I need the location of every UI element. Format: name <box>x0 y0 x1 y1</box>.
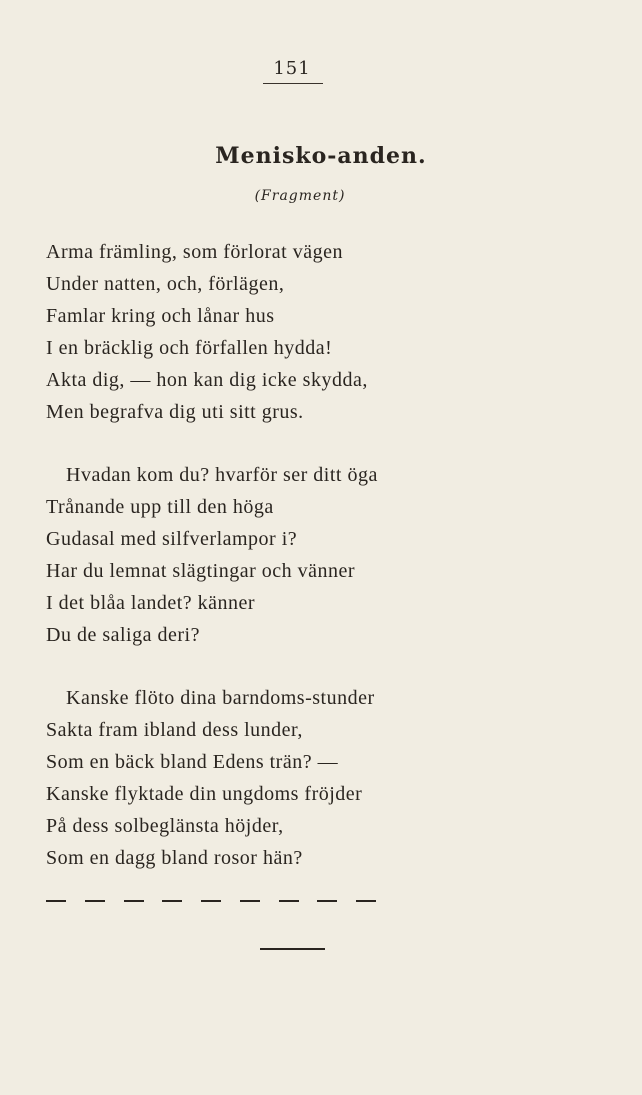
poem-title: Menisko-anden. <box>215 143 427 169</box>
poem-line: Kanske flyktade din ungdoms fröjder <box>46 783 363 805</box>
poem-line: I det blåa landet? känner <box>46 592 256 614</box>
stanza-3 <box>46 682 375 874</box>
dash <box>124 900 144 902</box>
poem-line: I en bräcklig och förfallen hydda! <box>46 337 333 359</box>
dash <box>317 900 337 902</box>
poem-line: Kanske flöto dina barndoms-stunder <box>66 687 375 709</box>
dash <box>279 900 299 902</box>
fragment-ellipsis-dashes <box>46 900 376 904</box>
poem-line: På dess solbeglänsta höjder, <box>46 815 284 837</box>
dash <box>240 900 260 902</box>
end-rule <box>260 948 325 950</box>
poem-subtitle: (Fragment) <box>254 188 346 204</box>
dash <box>46 900 66 902</box>
poem-line: Men begrafva dig uti sitt grus. <box>46 401 304 423</box>
poem-line: Du de saliga deri? <box>46 624 200 646</box>
poem-line: Gudasal med silfverlampor i? <box>46 528 298 550</box>
stanza-2 <box>46 459 378 651</box>
stanza-1 <box>46 236 368 428</box>
page-number-rule <box>263 83 323 84</box>
poem-line: Famlar kring och lånar hus <box>46 305 275 327</box>
poem-line: Som en bäck bland Edens trän? — <box>46 751 339 773</box>
poem-line: Sakta fram ibland dess lunder, <box>46 719 303 741</box>
poem-line: Under natten, och, förlägen, <box>46 273 285 295</box>
poem-line: Som en dagg bland rosor hän? <box>46 847 303 869</box>
poem-line: Har du lemnat slägtingar och vänner <box>46 560 356 582</box>
dash <box>162 900 182 902</box>
poem-line: Akta dig, — hon kan dig icke skydda, <box>46 369 368 391</box>
dash <box>356 900 376 902</box>
dash <box>85 900 105 902</box>
poem-line: Hvadan kom du? hvarför ser ditt öga <box>66 464 378 486</box>
dash <box>201 900 221 902</box>
page-number: 151 <box>273 58 311 79</box>
poem-line: Arma främling, som förlorat vägen <box>46 241 343 263</box>
poem-line: Trånande upp till den höga <box>46 496 274 518</box>
